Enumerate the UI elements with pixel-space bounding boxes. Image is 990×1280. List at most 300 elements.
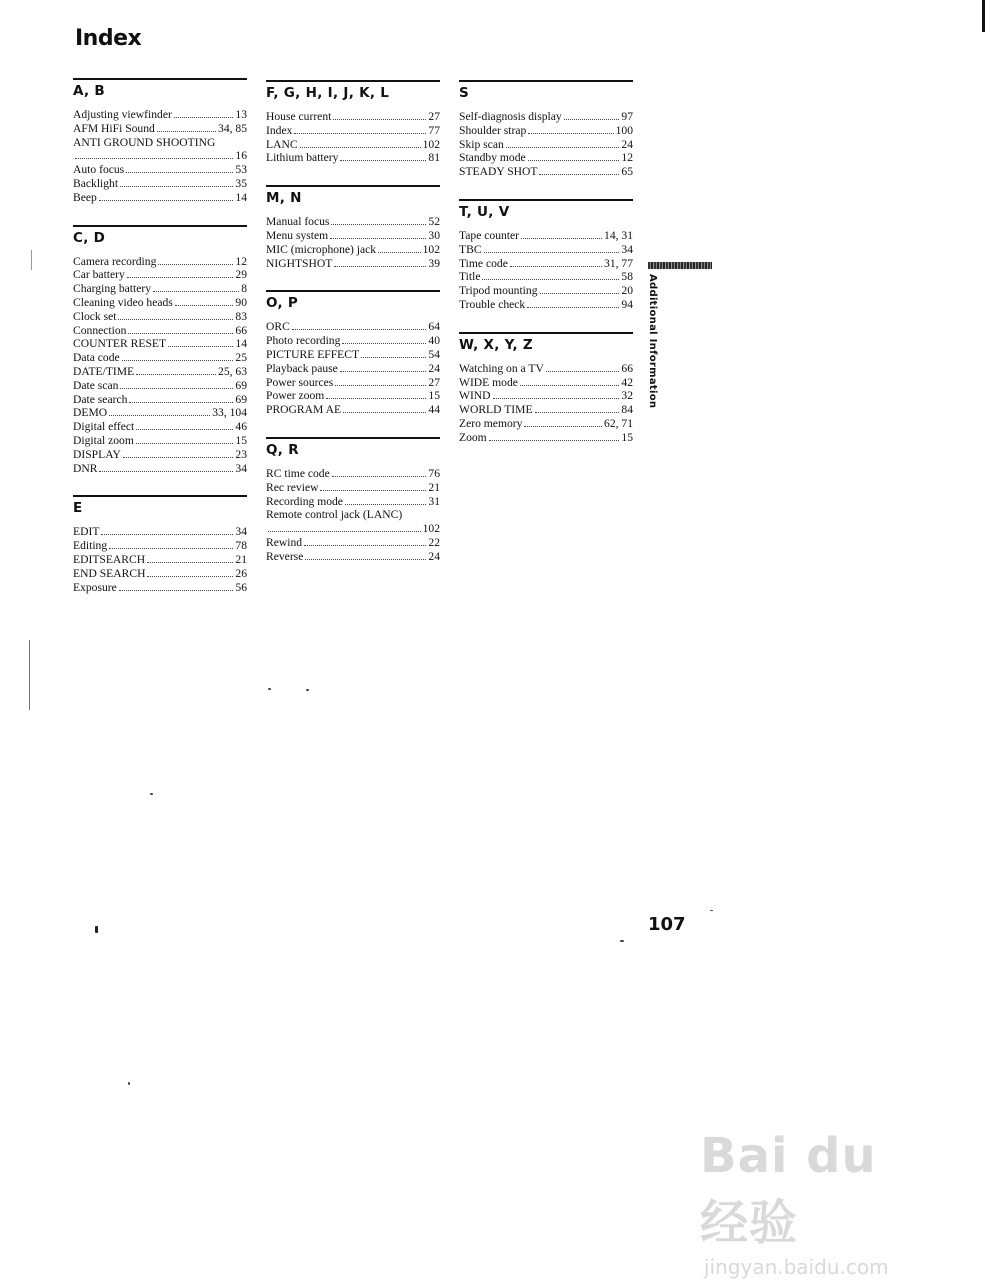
dot-leader (330, 238, 426, 239)
index-entry (459, 151, 633, 165)
dot-leader (305, 559, 426, 560)
speck (128, 1082, 130, 1085)
index-section (266, 290, 440, 417)
dot-leader (510, 266, 602, 267)
section-divider (266, 80, 440, 82)
index-page-ref: 29 (235, 268, 247, 282)
index-entry (73, 268, 247, 282)
index-page-ref: 27 (428, 110, 440, 123)
page-number: 107 (648, 914, 686, 935)
index-entry (266, 389, 440, 403)
dot-leader (528, 133, 613, 134)
index-term: ANTI GROUND SHOOTING (73, 135, 216, 149)
index-entry (459, 270, 633, 284)
index-page-ref: 12 (235, 254, 247, 268)
dot-leader (147, 562, 233, 563)
dot-leader (539, 174, 619, 175)
index-entry (73, 448, 247, 462)
index-term: PICTURE EFFECT (266, 347, 360, 361)
index-term: PROGRAM AE (266, 403, 342, 417)
index-entry (266, 229, 440, 243)
dot-leader (75, 158, 233, 159)
edge-mark-left-small (31, 250, 32, 270)
index-entry (266, 215, 440, 229)
dot-leader (493, 398, 620, 399)
index-entry (266, 138, 440, 152)
index-term: Photo recording (266, 334, 341, 348)
index-entry (459, 298, 633, 312)
dot-leader (378, 252, 421, 253)
dot-leader (120, 186, 233, 187)
index-page-ref: 24 (428, 549, 440, 563)
index-term: AFM HiFi Sound (73, 121, 155, 135)
dot-leader (332, 476, 427, 477)
index-entry (266, 257, 440, 271)
section-divider (266, 185, 440, 187)
index-page-ref: 27 (428, 375, 440, 389)
dot-leader (484, 252, 620, 253)
index-term: Date scan (73, 378, 119, 392)
index-section (73, 225, 247, 476)
section-divider (73, 225, 247, 227)
dot-leader (546, 371, 620, 372)
index-page-ref: 58 (621, 270, 633, 284)
index-entry (73, 379, 247, 393)
index-entry (73, 282, 247, 296)
index-term: Adjusting viewfinder (73, 108, 172, 121)
index-entry (459, 403, 633, 417)
index-term: RC time code (266, 466, 330, 480)
index-term: Camera recording (73, 254, 157, 268)
index-page-ref: 14 (235, 337, 247, 351)
index-section (266, 437, 440, 564)
watermark-brand: Bai du 经验 (700, 1128, 877, 1251)
index-term: DEMO (73, 406, 108, 420)
index-column-2 (266, 80, 440, 584)
index-term: Recording mode (266, 494, 343, 508)
index-term: Tape counter (459, 228, 520, 242)
index-entry (73, 255, 247, 269)
index-page-ref: 44 (428, 403, 440, 417)
index-page-ref: 78 (235, 539, 247, 553)
index-term: Shoulder strap (459, 123, 527, 137)
index-page-ref: 94 (621, 297, 633, 311)
index-page-ref: 62, 71 (604, 416, 633, 430)
index-term: WIND (459, 389, 491, 403)
dot-leader (340, 371, 427, 372)
speck (710, 910, 713, 911)
index-term: Lithium battery (266, 151, 339, 165)
index-entry (73, 122, 247, 136)
index-term: Cleaning video heads (73, 295, 173, 309)
section-heading: M, N (266, 190, 302, 207)
index-page-ref: 66 (621, 361, 633, 375)
index-entry (73, 525, 247, 539)
index-entry (266, 376, 440, 390)
index-entry (459, 138, 633, 152)
index-term: Auto focus (73, 163, 125, 177)
dot-leader (99, 471, 233, 472)
index-term: Digital zoom (73, 433, 134, 447)
index-entry (73, 163, 247, 177)
index-page-ref: 76 (428, 466, 440, 480)
dot-leader (123, 457, 234, 458)
index-entry (459, 362, 633, 376)
index-page-ref: 31, 77 (604, 256, 633, 270)
index-term: Zoom (459, 430, 487, 444)
index-entry (459, 243, 633, 257)
edge-mark-left (29, 640, 30, 710)
index-page-ref: 25, 63 (218, 364, 247, 378)
index-page-ref: 21 (428, 480, 440, 494)
index-term: Power sources (266, 375, 334, 389)
section-tab-marker (648, 262, 712, 269)
index-term: Digital effect (73, 420, 135, 434)
dot-leader (127, 277, 234, 278)
index-page-ref: 22 (428, 535, 440, 549)
index-page-ref: 34 (235, 461, 247, 475)
dot-leader (343, 412, 426, 413)
index-term: Remote control jack (LANC) (266, 508, 403, 522)
index-term: MIC (microphone) jack (266, 242, 377, 256)
index-page-ref: 56 (235, 580, 247, 594)
index-term: NIGHTSHOT (266, 256, 333, 270)
dot-leader (520, 385, 619, 386)
index-entry (73, 434, 247, 448)
index-term: Reverse (266, 549, 304, 563)
index-page-ref: 102 (422, 242, 440, 256)
index-entry (459, 229, 633, 243)
dot-leader (527, 307, 619, 308)
dot-leader (489, 440, 620, 441)
watermark (700, 1128, 940, 1279)
section-heading: C, D (73, 229, 106, 246)
section-heading: F, G, H, I, J, K, L (266, 85, 390, 101)
section-heading: O, P (266, 295, 299, 312)
index-page-ref: 15 (428, 389, 440, 403)
speck (95, 926, 98, 933)
index-page-ref: 97 (621, 110, 633, 123)
index-entry (266, 536, 440, 550)
index-page-ref: 102 (422, 137, 440, 151)
index-term: Skip scan (459, 137, 504, 151)
index-page-ref: 24 (621, 137, 633, 151)
index-entry (266, 467, 440, 481)
dot-leader (340, 160, 426, 161)
index-entry (266, 362, 440, 376)
dot-leader (120, 388, 233, 389)
section-heading: Q, R (266, 441, 299, 458)
index-term: COUNTER RESET (73, 337, 167, 351)
index-entry (73, 581, 247, 595)
index-page-ref: 26 (235, 566, 247, 580)
dot-leader (153, 291, 239, 292)
index-page-ref: 35 (235, 176, 247, 190)
index-term: Beep (73, 190, 97, 204)
index-section (266, 185, 440, 270)
index-term: Tripod mounting (459, 284, 538, 298)
dot-leader (300, 147, 421, 148)
index-page-ref: 42 (621, 375, 633, 389)
index-page-ref: 90 (235, 295, 247, 309)
dot-leader (335, 385, 426, 386)
index-page-ref: 25 (235, 351, 247, 365)
index-page-ref: 20 (621, 284, 633, 298)
section-divider (73, 78, 247, 80)
section-heading: T, U, V (459, 203, 510, 220)
speck (306, 689, 309, 691)
index-entry (459, 376, 633, 390)
index-term: EDIT (73, 525, 100, 539)
dot-leader (292, 329, 427, 330)
index-entry (73, 539, 247, 553)
index-page-ref: 100 (615, 123, 633, 137)
dot-leader (136, 374, 216, 375)
dot-leader (268, 531, 421, 532)
index-term: END SEARCH (73, 566, 146, 580)
speck (268, 688, 271, 690)
section-divider (73, 495, 247, 497)
index-entry (266, 243, 440, 257)
dot-leader (333, 119, 426, 120)
index-entry (459, 124, 633, 138)
index-term: Time code (459, 256, 508, 270)
dot-leader (482, 279, 619, 280)
dot-leader (535, 412, 620, 413)
index-section (266, 80, 440, 165)
dot-leader (361, 357, 426, 358)
page-title: Index (75, 26, 142, 51)
index-entry (73, 462, 247, 476)
index-entry (266, 110, 440, 124)
index-term: Trouble check (459, 297, 526, 311)
dot-leader (528, 160, 620, 161)
index-entry (73, 351, 247, 365)
index-entry (459, 284, 633, 298)
index-page-ref: 14 (235, 190, 247, 204)
index-entry (266, 151, 440, 165)
index-entry (459, 110, 633, 124)
index-page-ref: 24 (428, 361, 440, 375)
dot-leader (119, 590, 234, 591)
index-page-ref: 40 (428, 334, 440, 348)
index-section (73, 495, 247, 594)
dot-leader (109, 548, 233, 549)
index-term: Power zoom (266, 389, 325, 403)
index-page-ref: 15 (235, 433, 247, 447)
index-term: Title (459, 270, 481, 284)
dot-leader (99, 200, 234, 201)
section-divider (459, 332, 633, 334)
dot-leader (320, 490, 426, 491)
index-entry (73, 191, 247, 205)
index-term: STEADY SHOT (459, 165, 538, 179)
index-page-ref: 69 (235, 378, 247, 392)
index-term: Playback pause (266, 361, 338, 375)
index-term: Menu system (266, 228, 329, 242)
index-term: Self-diagnosis display (459, 110, 562, 123)
index-page-ref: 34, 85 (218, 121, 247, 135)
index-term: Editing (73, 539, 108, 553)
index-term: ORC (266, 320, 290, 334)
section-divider (459, 199, 633, 201)
index-entry (73, 567, 247, 581)
section-heading: W, X, Y, Z (459, 336, 534, 353)
dot-leader (540, 293, 620, 294)
index-term: Connection (73, 323, 127, 337)
index-entry (266, 495, 440, 509)
index-section (459, 199, 633, 312)
dot-leader (158, 264, 233, 265)
watermark-url: jingyan.baidu.com (704, 1255, 889, 1279)
index-entry (459, 417, 633, 431)
index-term: EDITSEARCH (73, 552, 146, 566)
edge-mark-top-right (982, 0, 985, 32)
dot-leader (564, 119, 620, 120)
index-entry (73, 337, 247, 351)
index-page-ref: 15 (621, 430, 633, 444)
dot-leader (175, 305, 234, 306)
index-term: Rewind (266, 535, 303, 549)
index-term: Charging battery (73, 282, 152, 296)
dot-leader (326, 398, 426, 399)
index-page-ref: 66 (235, 323, 247, 337)
dot-leader (101, 534, 233, 535)
dot-leader (128, 333, 233, 334)
index-page-ref: 52 (428, 215, 440, 229)
dot-leader (174, 117, 234, 118)
index-column-3 (459, 80, 633, 465)
dot-leader (129, 402, 233, 403)
index-section (73, 78, 247, 205)
index-page-ref: 16 (235, 149, 247, 163)
dot-leader (331, 224, 426, 225)
index-section (459, 332, 633, 445)
index-term: Date search (73, 392, 128, 406)
index-entry (459, 389, 633, 403)
index-entry (73, 365, 247, 379)
index-entry (459, 431, 633, 445)
dot-leader (506, 147, 620, 148)
index-entry (266, 334, 440, 348)
index-entry (266, 124, 440, 138)
index-page-ref: 12 (621, 151, 633, 165)
speck (620, 940, 624, 942)
index-entry (459, 165, 633, 179)
index-page-ref: 69 (235, 392, 247, 406)
index-entry (73, 177, 247, 191)
index-page-ref: 31 (428, 494, 440, 508)
side-label: Additional Information (647, 274, 658, 409)
index-term: TBC (459, 242, 482, 256)
index-entry (73, 310, 247, 324)
index-entry (73, 136, 247, 164)
index-entry (73, 324, 247, 338)
section-heading: S (459, 85, 470, 101)
index-term: Manual focus (266, 215, 330, 229)
index-entry (73, 108, 247, 122)
section-heading: A, B (73, 83, 106, 99)
index-entry (73, 296, 247, 310)
index-entry (73, 420, 247, 434)
dot-leader (168, 346, 233, 347)
index-page-ref: 84 (621, 403, 633, 417)
index-term: WORLD TIME (459, 403, 533, 417)
index-page-ref: 8 (241, 282, 247, 296)
index-page-ref: 14, 31 (604, 228, 633, 242)
index-page-ref: 21 (235, 552, 247, 566)
section-divider (459, 80, 633, 82)
index-page-ref: 77 (428, 123, 440, 137)
section-heading: E (73, 500, 83, 517)
index-term: DNR (73, 461, 98, 475)
index-entry (266, 348, 440, 362)
index-term: Data code (73, 351, 120, 365)
index-entry (266, 403, 440, 417)
index-term: Backlight (73, 176, 119, 190)
index-term: DATE/TIME (73, 364, 135, 378)
index-entry (73, 393, 247, 407)
index-term: WIDE mode (459, 375, 518, 389)
dot-leader (118, 319, 233, 320)
index-page-ref: 102 (422, 522, 440, 536)
dot-leader (136, 429, 233, 430)
index-entry (266, 320, 440, 334)
dot-leader (136, 443, 234, 444)
index-page-ref: 34 (621, 242, 633, 256)
index-page-ref: 65 (621, 165, 633, 179)
index-term: Standby mode (459, 151, 526, 165)
index-page-ref: 33, 104 (212, 406, 247, 420)
index-entry (459, 257, 633, 271)
dot-leader (122, 360, 234, 361)
index-term: Watching on a TV (459, 361, 544, 375)
index-term: Index (266, 123, 293, 137)
dot-leader (304, 545, 426, 546)
speck (150, 793, 153, 795)
dot-leader (109, 415, 210, 416)
index-term: DISPLAY (73, 447, 121, 461)
index-page-ref: 13 (235, 108, 247, 121)
index-term: LANC (266, 137, 298, 151)
index-entry (266, 550, 440, 564)
index-entry (73, 406, 247, 420)
index-page-ref: 34 (235, 525, 247, 539)
index-entry (266, 508, 440, 536)
index-term: Zero memory (459, 416, 523, 430)
index-entry (73, 553, 247, 567)
index-term: House current (266, 110, 332, 123)
index-page-ref: 53 (235, 163, 247, 177)
index-term: Rec review (266, 480, 319, 494)
index-term: Exposure (73, 580, 117, 594)
dot-leader (345, 504, 426, 505)
index-column-1 (73, 78, 247, 614)
index-page-ref: 81 (428, 151, 440, 165)
dot-leader (524, 426, 602, 427)
index-page-ref: 30 (428, 228, 440, 242)
dot-leader (294, 133, 426, 134)
index-page-ref: 32 (621, 389, 633, 403)
dot-leader (334, 266, 426, 267)
index-page-ref: 23 (235, 447, 247, 461)
section-divider (266, 437, 440, 439)
dot-leader (157, 131, 216, 132)
section-divider (266, 290, 440, 292)
dot-leader (147, 576, 233, 577)
index-entry (266, 481, 440, 495)
index-section (459, 80, 633, 179)
